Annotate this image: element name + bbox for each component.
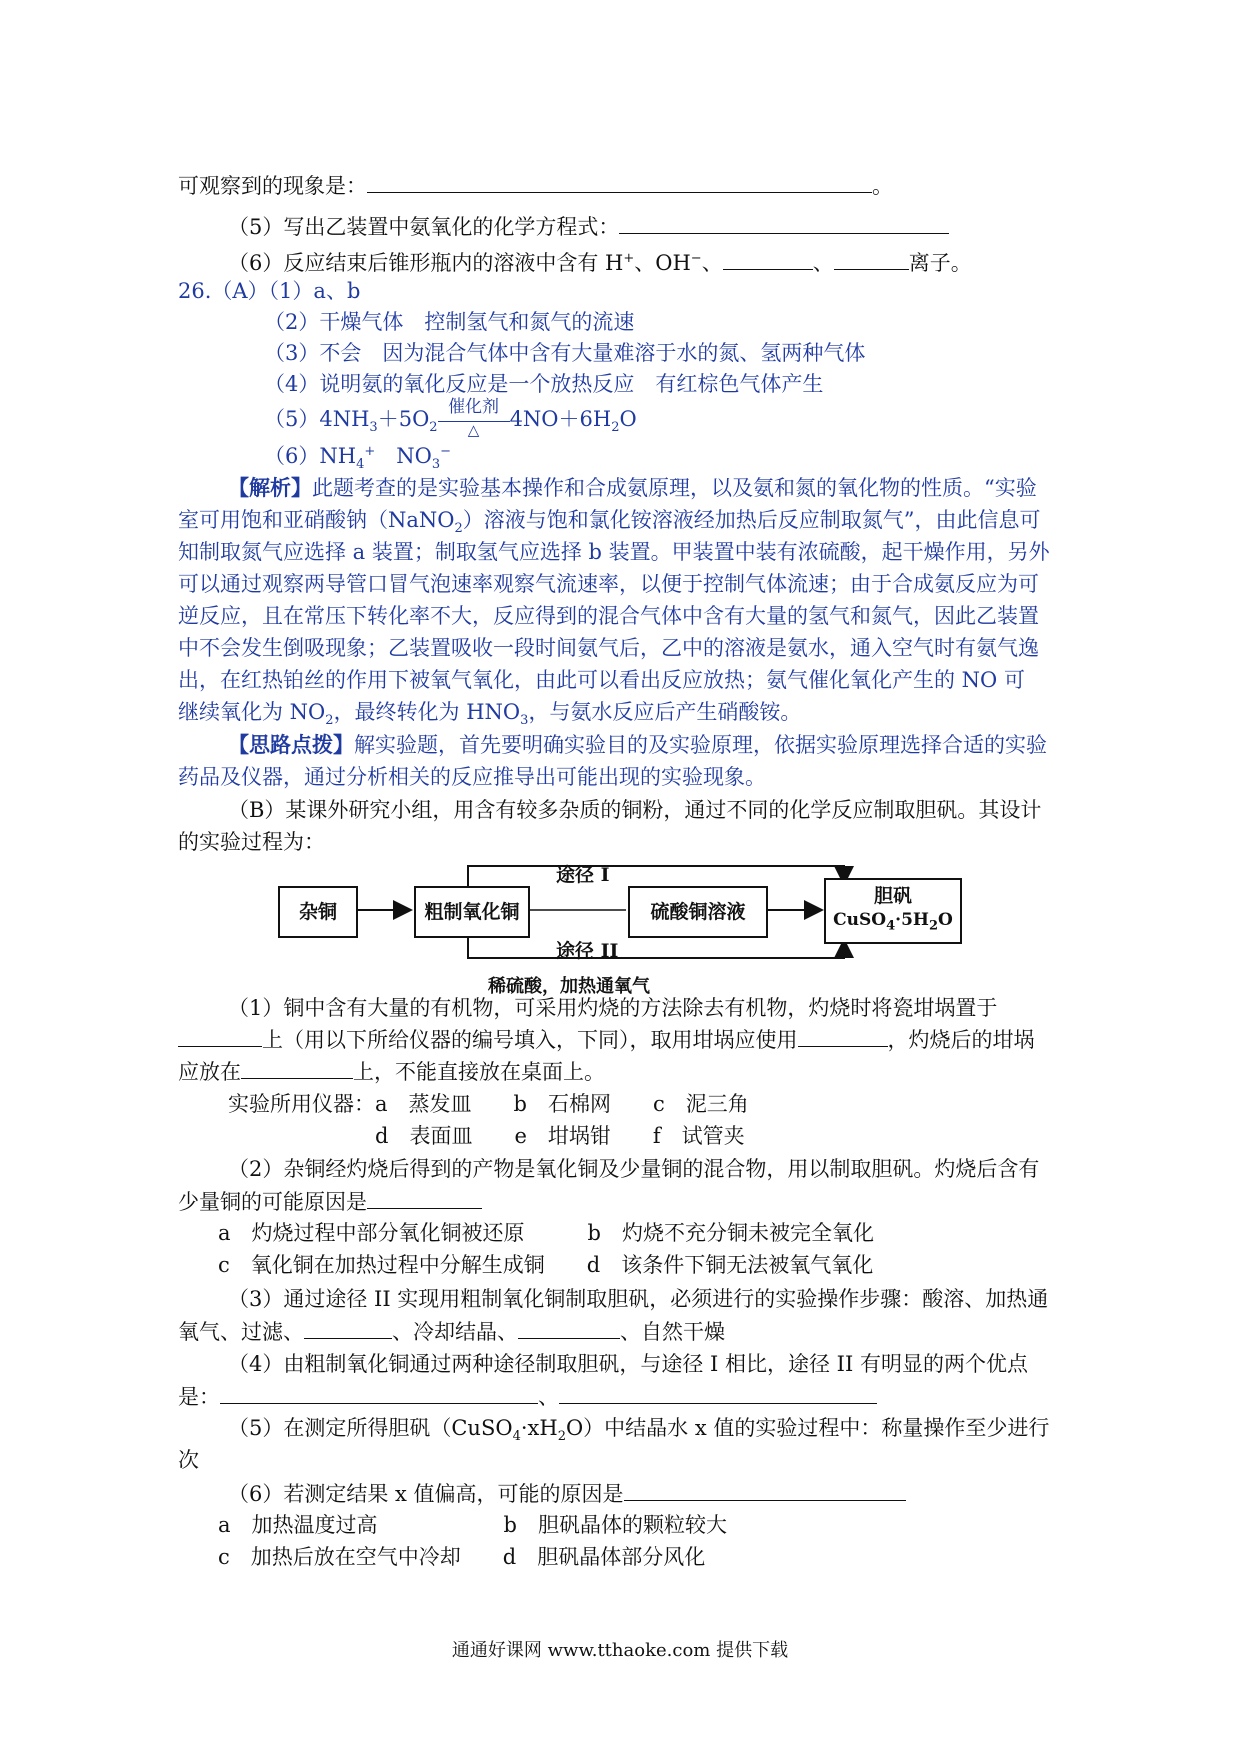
subscript: 2 xyxy=(611,420,620,436)
tips-line-1 xyxy=(228,730,1047,760)
subscript: 3 xyxy=(520,713,529,729)
b-question-1-line-3 xyxy=(178,1056,605,1087)
b-question-4-line-1: （4）由粗制氧化铜通过两种途径制取胆矾，与途径 I 相比，途径 II 有明显的两个优点 xyxy=(228,1352,1028,1376)
question-text: 氧气、过滤、 xyxy=(178,1320,304,1344)
route-1-path xyxy=(468,866,844,888)
equation-text: （5）4NH xyxy=(264,407,370,431)
question-5-text: （5）写出乙装置中氨氧化的化学方程式： xyxy=(228,215,620,239)
question-text: ，灼烧后的坩埚 xyxy=(887,1028,1035,1052)
answer-blank[interactable] xyxy=(624,1478,906,1501)
equation-text: O xyxy=(619,407,637,431)
superscript: + xyxy=(623,251,635,266)
subscript: 2 xyxy=(928,918,939,934)
question-text: 、自然干燥 xyxy=(620,1320,725,1344)
question-text: 上（用以下所给仪器的编号填入，下同），取用坩埚应使用 xyxy=(262,1028,798,1052)
question-text: （6）若测定结果 x 值偏高，可能的原因是 xyxy=(228,1482,624,1506)
route-2-path xyxy=(468,936,844,958)
b-question-3-line-1: （3）通过途径 II 实现用粗制氧化铜制取胆矾，必须进行的实验操作步骤：酸溶、加热通 xyxy=(228,1287,1049,1311)
answer-blank[interactable] xyxy=(619,211,949,234)
route-1-label: 途径 I xyxy=(556,864,610,886)
b-question-2-line-2 xyxy=(178,1186,482,1217)
analysis-text: 此题考查的是实验基本操作和合成氨原理，以及氨和氮的氧化物的性质。“实验 xyxy=(312,476,1037,500)
answer-blank[interactable] xyxy=(559,1381,877,1404)
box-blue-vitriol xyxy=(824,878,962,944)
analysis-line-3: 知制取氮气应选择 a 装置；制取氢气应选择 b 装置。甲装置中装有浓硫酸，起干燥作用，另外 xyxy=(178,540,1050,564)
ion-text: （6）NH xyxy=(264,444,357,468)
tips-text: 解实验题，首先要明确实验目的及实验原理，依据实验原理选择合适的实验 xyxy=(354,733,1047,757)
b-question-2-line-1: （2）杂铜经灼烧后得到的产物是氧化铜及少量铜的混合物，用以制取胆矾。灼烧后含有 xyxy=(228,1157,1040,1181)
subscript: 4 xyxy=(886,918,896,934)
b-question-5-line-2: 次 xyxy=(178,1448,199,1472)
subscript: 4 xyxy=(512,1429,521,1445)
superscript: + xyxy=(364,444,376,459)
question-6 xyxy=(228,244,972,278)
analysis-text: ，最终转化为 HNO xyxy=(333,700,521,724)
part-b-intro-1: （B）某课外研究小组，用含有较多杂质的铜粉，通过不同的化学反应制取胆矾。其设计 xyxy=(228,798,1042,822)
analysis-line-6: 中不会发生倒吸现象；乙装置吸收一段时间氨气后，乙中的溶液是氨水，通入空气时有氨气逸 xyxy=(178,636,1039,660)
subscript: 3 xyxy=(431,457,441,473)
analysis-text: 室可用饱和亚硝酸钠（NaNO xyxy=(178,508,455,532)
answer-blank[interactable] xyxy=(798,1024,888,1047)
answer-blank[interactable] xyxy=(723,247,813,270)
answer-blank[interactable] xyxy=(304,1316,392,1339)
observation-label: 可观察到的现象是： xyxy=(178,174,367,198)
page-footer: 通通好课网 www.tthaoke.com 提供下载 xyxy=(451,1640,789,1661)
superscript: − xyxy=(690,251,702,266)
analysis-line-1 xyxy=(228,473,1037,503)
formula-text: CuSO xyxy=(833,909,887,930)
b-question-4-line-2 xyxy=(178,1381,877,1412)
answer-blank[interactable] xyxy=(367,1186,482,1209)
answer-26-3: （3）不会 因为混合气体中含有大量难溶于水的氮、氢两种气体 xyxy=(264,341,866,365)
heat-label: △ xyxy=(467,421,480,439)
box-blue-vitriol-formula xyxy=(833,908,953,938)
question-6-text: 离子。 xyxy=(908,251,972,275)
analysis-tag: 【解析】 xyxy=(228,475,312,500)
box-blue-vitriol-title: 胆矾 xyxy=(873,884,912,907)
b-question-5-line-1 xyxy=(228,1413,1049,1452)
catalyst-label: 催化剂 xyxy=(448,397,500,417)
question-5 xyxy=(228,211,949,242)
flow-diagram xyxy=(278,856,978,996)
b-question-6-options-2: c 加热后放在空气中冷却 d 胆矾晶体部分风化 xyxy=(218,1545,706,1569)
question-text: 是： xyxy=(178,1385,220,1409)
analysis-line-4: 可以通过观察两导管口冒气泡速率观察气流速率，以便于控制气体流速；由于合成氨反应为可 xyxy=(178,572,1039,596)
b-question-2-options-2: c 氧化铜在加热过程中分解生成铜 d 该条件下铜无法被氧气氧化 xyxy=(218,1253,874,1277)
answer-blank[interactable] xyxy=(241,1056,353,1079)
subscript: 2 xyxy=(557,1429,566,1445)
box-crude-copper: 杂铜 xyxy=(278,886,358,938)
b-question-1-line-2 xyxy=(178,1024,1035,1055)
question-6-text: 、OH xyxy=(634,251,691,275)
observation-line xyxy=(178,170,893,201)
analysis-text: ，与氨水反应后产生硝酸铵。 xyxy=(528,700,802,724)
subscript: 2 xyxy=(454,521,463,537)
question-6-text: （6）反应结束后锥形瓶内的溶液中含有 H xyxy=(228,251,624,275)
route-2-label: 途径 II xyxy=(556,940,619,962)
instrument-list-1: 实验所用仪器：a 蒸发皿 b 石棉网 c 泥三角 xyxy=(228,1092,749,1116)
box-crude-copper-oxide: 粗制氧化铜 xyxy=(414,886,530,938)
reaction-arrow xyxy=(438,397,510,439)
question-text: 、 xyxy=(538,1385,559,1409)
ion-text: NO xyxy=(375,444,432,468)
answer-blank[interactable] xyxy=(518,1316,620,1339)
b-question-1-line-1: （1）铜中含有大量的有机物，可采用灼烧的方法除去有机物，灼烧时将瓷坩埚置于 xyxy=(228,996,998,1020)
answer-26-4: （4）说明氨的氧化反应是一个放热反应 有红棕色气体产生 xyxy=(264,372,824,396)
question-text: 少量铜的可能原因是 xyxy=(178,1190,367,1214)
question-text: 、冷却结晶、 xyxy=(392,1320,518,1344)
answer-26-1: 26.（A）（1）a、b xyxy=(178,279,361,303)
subscript: 2 xyxy=(325,713,334,729)
superscript: − xyxy=(440,444,452,459)
analysis-text: 继续氧化为 NO xyxy=(178,700,326,724)
separator: 、 xyxy=(812,251,834,275)
question-text: 应放在 xyxy=(178,1060,241,1084)
box-copper-sulfate-solution: 硫酸铜溶液 xyxy=(628,886,768,938)
answer-blank[interactable] xyxy=(220,1381,538,1404)
answer-blank[interactable] xyxy=(367,170,872,193)
question-text: 上，不能直接放在桌面上。 xyxy=(353,1060,605,1084)
b-question-3-line-2 xyxy=(178,1316,725,1347)
question-text: O）中结晶水 x 值的实验过程中：称量操作至少进行 xyxy=(565,1416,1050,1440)
formula-text: O xyxy=(938,909,953,930)
answer-blank[interactable] xyxy=(178,1024,262,1047)
subscript: 4 xyxy=(356,457,365,473)
tips-line-2: 药品及仪器，通过分析相关的反应推导出可能出现的实验现象。 xyxy=(178,765,766,789)
subscript: 3 xyxy=(369,420,378,436)
instrument-list-2: d 表面皿 e 坩埚钳 f 试管夹 xyxy=(375,1124,745,1148)
b-question-6-line-1 xyxy=(228,1478,906,1509)
question-text: ·xH xyxy=(520,1416,558,1440)
formula-text: ·5H xyxy=(895,909,929,930)
b-question-6-options-1: a 加热温度过高 b 胆矾晶体的颗粒较大 xyxy=(218,1513,727,1537)
analysis-text: ）溶液与饱和氯化铵溶液经加热后反应制取氮气”，由此信息可 xyxy=(462,508,1041,532)
equation-text: ＋5O xyxy=(377,407,430,431)
question-text: （5）在测定所得胆矾（CuSO xyxy=(228,1416,513,1440)
analysis-line-5: 逆反应，且在常压下转化率不大，反应得到的混合气体中含有大量的氢气和氮气，因此乙装置 xyxy=(178,604,1039,628)
analysis-line-7: 出，在红热铂丝的作用下被氧气氧化，由此可以看出反应放热；氨气催化氧化产生的 NO 可 xyxy=(178,668,1025,692)
separator: 、 xyxy=(701,251,723,275)
answer-blank[interactable] xyxy=(834,247,909,270)
period: 。 xyxy=(872,174,893,198)
diagram-caption: 稀硫酸，加热通氧气 xyxy=(488,976,650,997)
answer-26-2: （2）干燥气体 控制氢气和氮气的流速 xyxy=(264,310,635,334)
tips-tag: 【思路点拨】 xyxy=(228,732,354,757)
part-b-intro-2: 的实验过程为： xyxy=(178,830,325,854)
equation-text: 4NO＋6H xyxy=(509,407,612,431)
subscript: 2 xyxy=(429,420,438,436)
b-question-2-options-1: a 灼烧过程中部分氧化铜被还原 b 灼烧不充分铜未被完全氧化 xyxy=(218,1221,874,1245)
